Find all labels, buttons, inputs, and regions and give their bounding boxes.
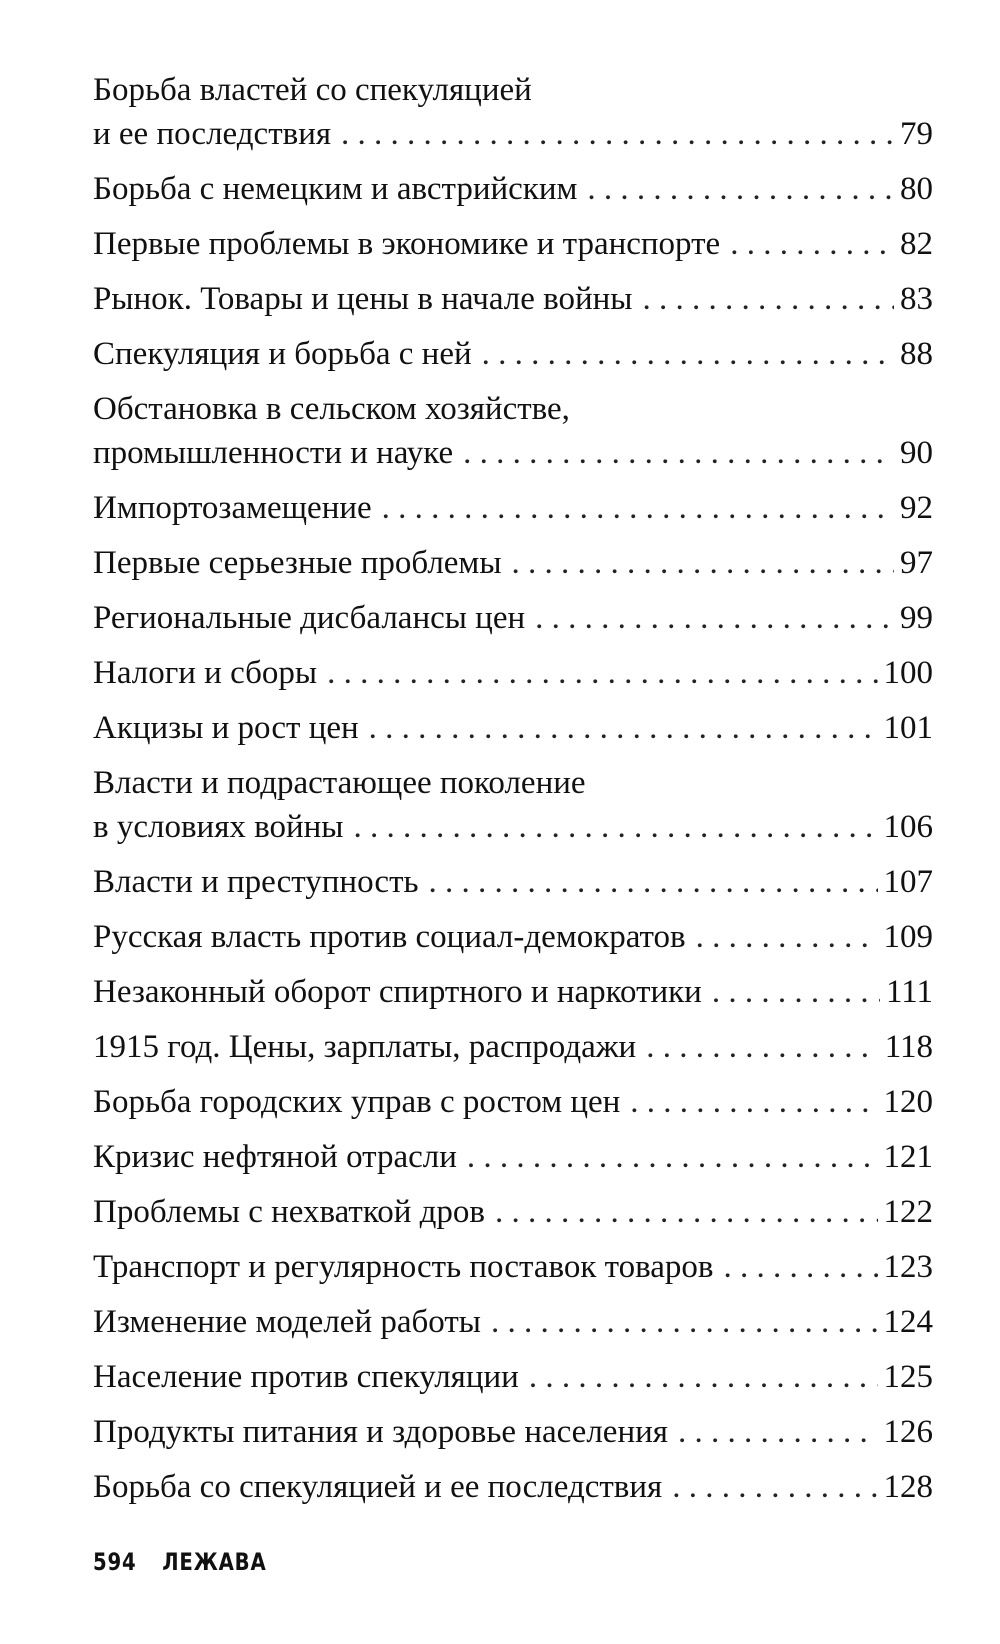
- toc-entry-title: в условиях войны: [93, 809, 344, 845]
- toc-entry-row: [93, 860, 933, 904]
- toc-entry-page-number: 106: [883, 809, 933, 845]
- dot-leader: [730, 222, 894, 266]
- toc-entry-title: промышленности и науке: [93, 435, 454, 471]
- dot-leader: [382, 486, 894, 530]
- toc-entry: [93, 332, 933, 376]
- toc-entry: [93, 277, 933, 321]
- toc-entry-page-number: 80: [900, 171, 933, 207]
- toc-entry-page-number: 100: [883, 655, 933, 691]
- toc-entry-row: [93, 1300, 933, 1344]
- toc-entry: [93, 1190, 933, 1234]
- toc-entry-row: [93, 596, 933, 640]
- dot-leader: [724, 1245, 878, 1289]
- table-of-contents: [93, 68, 933, 1520]
- toc-entry-title: Продукты питания и здоровье населения: [93, 1414, 668, 1450]
- toc-entry-title: Акцизы и рост цен: [93, 710, 359, 746]
- dot-leader: [353, 805, 877, 849]
- toc-entry-page-number: 97: [900, 545, 933, 581]
- footer-author-name: ЛЕЖАВА: [162, 1548, 267, 1576]
- toc-entry-title: Спекуляция и борьба с ней: [93, 336, 472, 372]
- toc-entry-row: [93, 431, 933, 475]
- toc-entry: [93, 1300, 933, 1344]
- toc-entry-row: [93, 222, 933, 266]
- toc-entry-title: Власти и преступность: [93, 864, 419, 900]
- dot-leader: [341, 112, 894, 156]
- toc-entry-page-number: 79: [900, 116, 933, 152]
- toc-entry: [93, 651, 933, 695]
- toc-entry: [93, 706, 933, 750]
- toc-entry-row: [93, 1465, 933, 1509]
- toc-entry-row: [93, 970, 933, 1014]
- toc-entry-row: [93, 1245, 933, 1289]
- toc-entry-row: [93, 1080, 933, 1124]
- toc-entry-row: [93, 915, 933, 959]
- dot-leader: [482, 332, 894, 376]
- toc-entry-title: Транспорт и регулярность поставок товаров: [93, 1249, 714, 1285]
- toc-entry: [93, 1355, 933, 1399]
- toc-entry: [93, 1025, 933, 1069]
- dot-leader: [463, 431, 894, 475]
- dot-leader: [327, 651, 877, 695]
- toc-entry-row: [93, 332, 933, 376]
- toc-entry-title: Региональные дисбалансы цен: [93, 600, 526, 636]
- dot-leader: [630, 1080, 877, 1124]
- toc-entry-row: [93, 1025, 933, 1069]
- toc-entry-row: [93, 277, 933, 321]
- toc-entry-row: [93, 651, 933, 695]
- toc-entry-title: 1915 год. Цены, зарплаты, распродажи: [93, 1029, 637, 1065]
- toc-entry-title: Население против спекуляции: [93, 1359, 519, 1395]
- toc-entry-page-number: 128: [883, 1469, 933, 1505]
- toc-entry-row: [93, 1135, 933, 1179]
- toc-entry-title: Незаконный оборот спиртного и наркотики: [93, 974, 702, 1010]
- toc-entry-page-number: 126: [883, 1414, 933, 1450]
- toc-entry: [93, 596, 933, 640]
- toc-entry: [93, 761, 933, 849]
- toc-entry-title: Налоги и сборы: [93, 655, 318, 691]
- toc-entry: [93, 970, 933, 1014]
- dot-leader: [495, 1190, 878, 1234]
- toc-entry-title: Первые серьезные проблемы: [93, 545, 502, 581]
- dot-leader: [467, 1135, 878, 1179]
- toc-entry-page-number: 82: [900, 226, 933, 262]
- toc-entry: [93, 915, 933, 959]
- toc-entry-page-number: 123: [883, 1249, 933, 1285]
- toc-entry-title: Кризис нефтяной отрасли: [93, 1139, 457, 1175]
- footer-page-number: 594: [93, 1548, 137, 1576]
- toc-entry-page-number: 99: [900, 600, 933, 636]
- toc-entry: [93, 387, 933, 475]
- toc-entry-row: [93, 805, 933, 849]
- toc-entry-page-number: 83: [900, 281, 933, 317]
- toc-entry-row: [93, 706, 933, 750]
- toc-entry-page-number: 109: [883, 919, 933, 955]
- dot-leader: [672, 1465, 877, 1509]
- dot-leader: [491, 1300, 878, 1344]
- toc-entry-page-number: 125: [883, 1359, 933, 1395]
- dot-leader: [429, 860, 878, 904]
- toc-entry: [93, 1080, 933, 1124]
- toc-entry-row: [93, 112, 933, 156]
- toc-entry-title-first-line: Власти и подрастающее поколение: [93, 765, 586, 801]
- toc-entry: [93, 486, 933, 530]
- toc-entry-row: [93, 167, 933, 211]
- toc-entry-title: и ее последствия: [93, 116, 332, 152]
- dot-leader: [642, 277, 894, 321]
- toc-entry-row: [93, 1410, 933, 1454]
- dot-leader: [587, 167, 894, 211]
- toc-entry-title: Рынок. Товары и цены в начале войны: [93, 281, 633, 317]
- dot-leader: [678, 1410, 878, 1454]
- toc-entry-row: [93, 1190, 933, 1234]
- toc-entry-page-number: 90: [900, 435, 933, 471]
- toc-entry-row: [93, 541, 933, 585]
- toc-entry-title: Проблемы с нехваткой дров: [93, 1194, 485, 1230]
- toc-entry: [93, 1245, 933, 1289]
- toc-entry-row: [93, 1355, 933, 1399]
- toc-entry-page-number: 118: [884, 1029, 933, 1065]
- toc-entry-title-first-line: Борьба властей со спекуляцией: [93, 72, 532, 108]
- toc-entry-title: Изменение моделей работы: [93, 1304, 481, 1340]
- dot-leader: [512, 541, 895, 585]
- toc-entry-title: Русская власть против социал-демократов: [93, 919, 686, 955]
- toc-entry-title: Импортозамещение: [93, 490, 372, 526]
- toc-entry-page-number: 92: [900, 490, 933, 526]
- toc-entry-row: [93, 486, 933, 530]
- toc-entry-title: Борьба со спекуляцией и ее последствия: [93, 1469, 663, 1505]
- toc-entry-title: Борьба городских управ с ростом цен: [93, 1084, 621, 1120]
- toc-entry-title: Борьба с немецким и австрийским: [93, 171, 578, 207]
- toc-entry-page-number: 122: [883, 1194, 933, 1230]
- toc-entry-page-number: 111: [885, 974, 933, 1010]
- dot-leader: [696, 915, 878, 959]
- dot-leader: [535, 596, 894, 640]
- toc-entry: [93, 68, 933, 156]
- toc-entry: [93, 167, 933, 211]
- toc-entry: [93, 1465, 933, 1509]
- page-footer: [93, 1548, 267, 1576]
- toc-entry-title: Первые проблемы в экономике и транспорте: [93, 226, 721, 262]
- toc-entry-page-number: 107: [883, 864, 933, 900]
- toc-entry-page-number: 88: [900, 336, 933, 372]
- dot-leader: [712, 970, 880, 1014]
- toc-entry-title-first-line: Обстановка в сельском хозяйстве,: [93, 391, 570, 427]
- toc-entry: [93, 1410, 933, 1454]
- toc-entry: [93, 860, 933, 904]
- dot-leader: [529, 1355, 878, 1399]
- toc-entry: [93, 1135, 933, 1179]
- toc-entry-page-number: 124: [883, 1304, 933, 1340]
- dot-leader: [369, 706, 878, 750]
- dot-leader: [646, 1025, 879, 1069]
- toc-entry-page-number: 121: [883, 1139, 933, 1175]
- toc-entry: [93, 541, 933, 585]
- toc-entry-page-number: 120: [883, 1084, 933, 1120]
- toc-entry: [93, 222, 933, 266]
- toc-entry-page-number: 101: [883, 710, 933, 746]
